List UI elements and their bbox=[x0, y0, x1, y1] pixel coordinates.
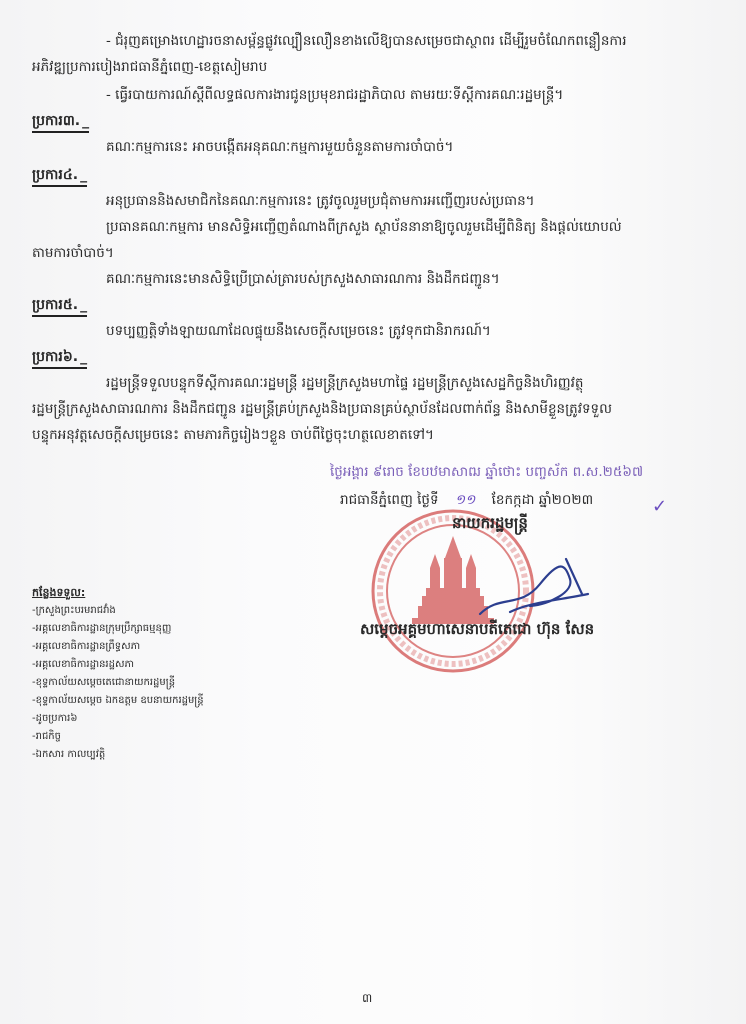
signatory-name: សម្ដេចអគ្គមហាសេនាបតីតេជោ ហ៊ុន សែន bbox=[360, 620, 595, 638]
date-day: ១១ bbox=[454, 492, 476, 508]
bullet2: - ធ្វើរបាយការណ៍ស្ដីពីលទ្ធផលការងារជូនប្រមុខរាជរដ្ឋាភិបាល តាមរយៈទីស្ដីការគណៈរដ្ឋមន្ត្រី។ bbox=[106, 87, 564, 103]
article-3-title: ប្រការ៣. _ bbox=[32, 112, 89, 133]
article-4-line1: អនុប្រធាននិងសមាជិកនៃគណៈកម្មការនេះ ត្រូវចូលរួមប្រជុំតាមការអញ្ជើញរបស់ប្រធាន។ bbox=[106, 193, 535, 209]
bullet1-line2: អភិវឌ្ឍប្រការបៀងរាជធានីភ្នំពេញ-ខេត្តសៀមរាប bbox=[32, 59, 268, 75]
recipient-item: -អគ្គលេខាធិការដ្ឋានក្រុមប្រឹក្សាធម្មនុញ្ញ bbox=[32, 623, 172, 634]
article-4-line2: ប្រធានគណៈកម្មការ មានសិទ្ធិអញ្ជើញតំណាងពីក្រសួង ស្ថាប័ននានាឱ្យចូលរួមដើម្បីពិនិត្យ និងផ្ដល់យោបល់ bbox=[106, 219, 622, 235]
lunar-date: ថ្ងៃអង្គារ ៩រោច ខែបឋមាសាឍ ឆ្នាំថោះ បញ្ចស័ក ព.ស.២៥៦៧ bbox=[330, 464, 644, 480]
article-5-title: ប្រការ៥. _ bbox=[32, 296, 87, 317]
article-5-line1: បទប្បញ្ញត្តិទាំងឡាយណាដែលផ្ទុយនឹងសេចក្ដីសម្រេចនេះ ត្រូវទុកជានិរាករណ៍។ bbox=[106, 323, 491, 339]
handwritten-signature-icon bbox=[470, 554, 590, 624]
article-6-line2: រដ្ឋមន្ត្រីក្រសួងសាធារណការ និងដឹកជញ្ជូន រដ្ឋមន្ត្រីគ្រប់ក្រសួងនិងប្រធានគ្រប់ស្ថាប័នដែលពាក់ព័ន្ធ និងសាមីខ្លួនត្រូវទទួល bbox=[32, 401, 612, 417]
recipients-title: កន្លែងទទួល: bbox=[32, 586, 86, 599]
recipient-item: -ខុទ្ទកាល័យសម្ដេចតេជោនាយករដ្ឋមន្ត្រី bbox=[32, 677, 176, 688]
checkmark-icon: ✓ bbox=[652, 496, 668, 517]
recipient-item: -ដូចប្រការ៦ bbox=[32, 713, 78, 724]
recipient-item: -អគ្គលេខាធិការដ្ឋានព្រឹទ្ធសភា bbox=[32, 641, 141, 652]
bullet1-line1: - ជំរុញគម្រោងហេដ្ឋារចនាសម្ព័ន្ធផ្លូវល្បឿនលឿនខាងលើឱ្យបានសម្រេចជាស្ថាពរ ដើម្បីរួមចំណែកពន្លឿនការ bbox=[106, 33, 627, 49]
date-month: ខែកក្កដា bbox=[491, 492, 535, 508]
page-number: ៣ bbox=[362, 991, 373, 1005]
article-6-title: ប្រការ៦. _ bbox=[32, 348, 87, 369]
date-year: ឆ្នាំ២០២៣ bbox=[538, 492, 594, 508]
article-6-line3: បន្ទុកអនុវត្តសេចក្ដីសម្រេចនេះ តាមភារកិច្ចរៀងៗខ្លួន ចាប់ពីថ្ងៃចុះហត្ថលេខាតទៅ។ bbox=[32, 427, 434, 443]
article-4-line3: តាមការចាំបាច់។ bbox=[32, 245, 114, 261]
article-4-title: ប្រការ៤. _ bbox=[32, 166, 87, 187]
recipient-item: -ក្រសួងព្រះបរមរាជវាំង bbox=[32, 605, 116, 616]
recipient-item: -រាជកិច្ច bbox=[32, 731, 61, 742]
article-3-line1: គណៈកម្មការនេះ អាចបង្កើតអនុគណៈកម្មការមួយចំនួនតាមការចាំបាច់។ bbox=[106, 139, 454, 155]
recipient-item: -ឯកសារ កាលប្បវត្តិ bbox=[32, 749, 106, 760]
article-4-line4: គណៈកម្មការនេះមានសិទ្ធិប្រើប្រាស់ត្រារបស់ក្រសួងសាធារណការ និងដឹកជញ្ជូន។ bbox=[106, 271, 500, 287]
recipient-item: -អគ្គលេខាធិការដ្ឋានរដ្ឋសភា bbox=[32, 659, 134, 670]
city-date-prefix: រាជធានីភ្នំពេញ ថ្ងៃទី bbox=[340, 492, 439, 508]
signatory-title: នាយករដ្ឋមន្ត្រី bbox=[452, 514, 528, 532]
recipient-item: -ខុទ្ទកាល័យសម្ដេច ឯកឧត្ដម ឧបនាយករដ្ឋមន្ត្រី bbox=[32, 695, 204, 706]
article-6-line1: រដ្ឋមន្ត្រីទទួលបន្ទុកទីស្ដីការគណៈរដ្ឋមន្ត្រី រដ្ឋមន្ត្រីក្រសួងមហាផ្ទៃ រដ្ឋមន្ត្រីក្រសួងសេដ្ឋកិច្ចនិងហិរញ្ញវត្ថុ bbox=[106, 375, 584, 391]
